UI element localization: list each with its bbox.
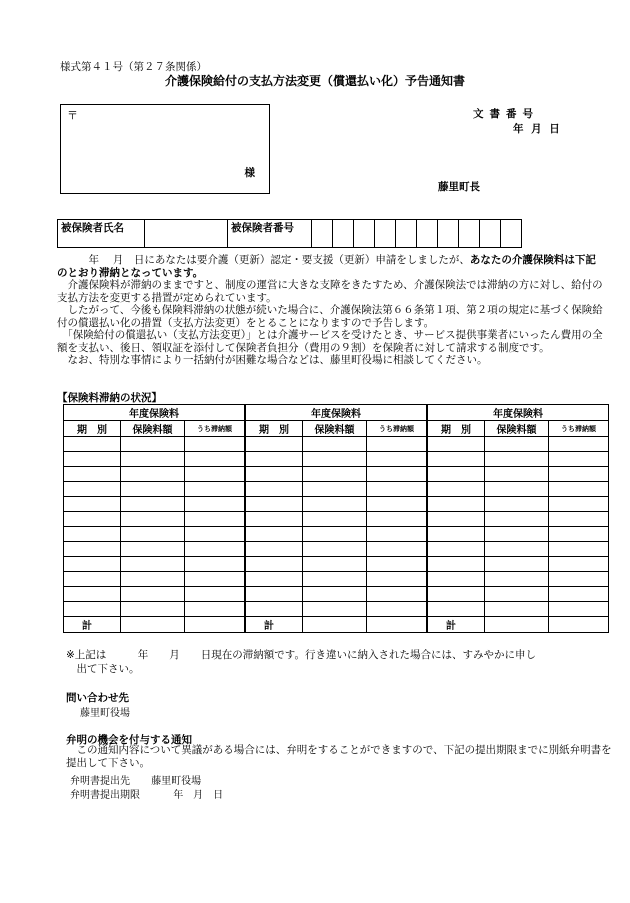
table-cell <box>367 482 427 497</box>
col-amount: 保険料額 <box>303 421 367 437</box>
table-cell <box>64 467 121 482</box>
table-row <box>428 587 609 602</box>
table-cell <box>549 467 609 482</box>
table-cell <box>428 497 485 512</box>
table-row <box>64 542 245 557</box>
table-cell <box>549 587 609 602</box>
table-cell <box>121 587 185 602</box>
table-cell <box>121 467 185 482</box>
digit-cell <box>354 220 375 248</box>
total-label: 計 <box>428 617 485 633</box>
table-row <box>246 587 427 602</box>
table-row <box>428 572 609 587</box>
table-cell <box>64 587 121 602</box>
digit-cell <box>375 220 396 248</box>
table-cell <box>121 572 185 587</box>
table-row <box>64 572 245 587</box>
digit-cell <box>333 220 354 248</box>
bemei-deadline-label: 弁明書提出期限 <box>70 790 140 801</box>
document-title: 介護保険給付の支払方法変更（償還払い化）予告通知書 <box>164 74 465 88</box>
table-row <box>428 512 609 527</box>
table-cell <box>549 452 609 467</box>
contact-heading: 問い合わせ先 <box>66 692 129 704</box>
table-cell <box>428 437 485 452</box>
table-cell <box>246 467 303 482</box>
table-cell <box>367 602 427 617</box>
paragraph-2: 介護保険料が滞納のままですと、制度の運営に大きな支障をきたすため、介護保険法では滞納の方に対し、給付の支払方法を変更する措置が定められています。 <box>57 279 603 304</box>
table-cell <box>367 572 427 587</box>
table-cell <box>64 542 121 557</box>
note-line-2: 出て下さい。 <box>66 663 140 675</box>
total-row <box>428 617 609 633</box>
table-cell <box>246 527 303 542</box>
table-cell <box>303 527 367 542</box>
body-text <box>57 254 605 367</box>
table-cell <box>428 482 485 497</box>
table-row <box>428 542 609 557</box>
premium-table-1 <box>63 404 245 633</box>
table-row <box>64 482 245 497</box>
table-cell <box>367 452 427 467</box>
table-cell <box>428 542 485 557</box>
table-cell <box>303 467 367 482</box>
table-cell <box>485 527 549 542</box>
table-cell <box>428 557 485 572</box>
bemei-deadline-row <box>70 786 223 801</box>
table-cell <box>185 542 245 557</box>
table-cell <box>485 452 549 467</box>
total-cell <box>549 617 609 633</box>
table-cell <box>64 452 121 467</box>
table-cell <box>303 497 367 512</box>
bemei-dest-value: 藤里町役場 <box>151 776 202 787</box>
table-cell <box>185 467 245 482</box>
table-row <box>428 482 609 497</box>
insured-name-value <box>145 220 228 248</box>
digit-cell <box>312 220 333 248</box>
col-overdue: うち滞納額 <box>549 421 609 437</box>
table-row <box>64 557 245 572</box>
table-cell <box>549 572 609 587</box>
table-cell <box>64 572 121 587</box>
col-period: 期 別 <box>64 421 121 437</box>
digit-cell <box>480 220 501 248</box>
table-cell <box>303 512 367 527</box>
table-row <box>246 572 427 587</box>
table-cell <box>121 497 185 512</box>
table-cell <box>246 452 303 467</box>
table-row <box>428 557 609 572</box>
table-row <box>64 587 245 602</box>
table-cell <box>246 602 303 617</box>
total-label: 計 <box>64 617 121 633</box>
table-row <box>64 467 245 482</box>
table-cell <box>549 437 609 452</box>
table-cell <box>303 572 367 587</box>
table-cell <box>367 542 427 557</box>
insured-info-table <box>57 219 522 248</box>
table-cell <box>64 527 121 542</box>
table-cell <box>367 587 427 602</box>
table-cell <box>428 452 485 467</box>
premium-table-3 <box>427 404 609 633</box>
table-row <box>428 527 609 542</box>
table-row <box>428 437 609 452</box>
table-cell <box>549 512 609 527</box>
table-cell <box>185 602 245 617</box>
table-cell <box>121 437 185 452</box>
table-cell <box>367 497 427 512</box>
paragraph-5: なお、特別な事情により一括納付が困難な場合などは、藤里町役場に相談してください。 <box>57 354 488 366</box>
table-cell <box>185 572 245 587</box>
table-cell <box>367 557 427 572</box>
paragraph-1-normal: 年 月 日にあなたは要介護（更新）認定・要支援（更新）申請をしましたが、 <box>57 254 470 266</box>
table-cell <box>121 542 185 557</box>
bemei-dest-label: 弁明書提出先 <box>70 776 130 787</box>
table-cell <box>549 602 609 617</box>
col-period: 期 別 <box>428 421 485 437</box>
paragraph-1-bold: あなたの介護保険料は下記のとおり滞納となっています。 <box>57 254 596 279</box>
table-cell <box>549 557 609 572</box>
table-cell <box>185 437 245 452</box>
table-row <box>64 602 245 617</box>
table-cell <box>303 437 367 452</box>
year-header: 年度保険料 <box>428 405 609 421</box>
col-amount: 保険料額 <box>121 421 185 437</box>
year-header: 年度保険料 <box>246 405 427 421</box>
table-row <box>64 527 245 542</box>
table-row <box>246 527 427 542</box>
col-period: 期 別 <box>246 421 303 437</box>
table-row <box>246 602 427 617</box>
table-cell <box>246 557 303 572</box>
table-cell <box>185 482 245 497</box>
bemei-deadline-value: 年 月 日 <box>173 790 224 801</box>
digit-cell <box>459 220 480 248</box>
table-cell <box>485 437 549 452</box>
note <box>66 648 606 676</box>
table-row <box>64 497 245 512</box>
table-cell <box>367 437 427 452</box>
paragraph-1 <box>57 254 605 279</box>
table-row <box>246 467 427 482</box>
issuer-name: 藤里町長 <box>438 181 480 193</box>
col-overdue: うち滞納額 <box>185 421 245 437</box>
table-cell <box>303 587 367 602</box>
table-row <box>64 452 245 467</box>
table-row <box>64 512 245 527</box>
table-row <box>246 437 427 452</box>
insured-number-label: 被保険者番号 <box>228 220 312 248</box>
table-cell <box>246 437 303 452</box>
table-cell <box>303 452 367 467</box>
table-cell <box>367 527 427 542</box>
table-cell <box>64 482 121 497</box>
table-cell <box>185 527 245 542</box>
note-line-1: ※上記は 年 月 日現在の滞納額です。行き違いに納入された場合には、すみやかに申し <box>66 649 536 661</box>
table-cell <box>549 482 609 497</box>
insured-name-label: 被保険者氏名 <box>58 220 145 248</box>
table-cell <box>64 512 121 527</box>
table-cell <box>64 497 121 512</box>
table-cell <box>485 572 549 587</box>
table-cell <box>64 557 121 572</box>
table-cell <box>303 482 367 497</box>
table-cell <box>549 542 609 557</box>
table-cell <box>185 452 245 467</box>
table-cell <box>121 512 185 527</box>
paragraph-4: 「保険給付の償還払い（支払方法変更）」とは介護サービスを受けたとき、サービス提供事業者にいったん費用の全額を支払い、後日、領収証を添付して保険者負担分（費用の９割）を保険者に対して請求する制度です。 <box>57 329 603 354</box>
col-amount: 保険料額 <box>485 421 549 437</box>
table-cell <box>64 602 121 617</box>
paragraph-3: したがって、今後も保険料滞納の状態が続いた場合に、介護保険法第６６条第１項、第２項の規定に基づく保険給付の償還払い化の措置（支払方法変更）をとることになりますので予告します。 <box>57 304 603 329</box>
table-row <box>246 512 427 527</box>
table-cell <box>303 602 367 617</box>
table-cell <box>303 542 367 557</box>
table-cell <box>185 557 245 572</box>
digit-cell <box>417 220 438 248</box>
table-cell <box>485 467 549 482</box>
honorific-sama: 様 <box>244 167 255 179</box>
table-row <box>246 557 427 572</box>
total-cell <box>367 617 427 633</box>
table-cell <box>367 512 427 527</box>
contact-value: 藤里町役場 <box>80 708 130 719</box>
table-cell <box>121 557 185 572</box>
table-cell <box>185 497 245 512</box>
year-header: 年度保険料 <box>64 405 245 421</box>
table-cell <box>485 602 549 617</box>
table-cell <box>428 572 485 587</box>
table-cell <box>428 587 485 602</box>
table-cell <box>485 542 549 557</box>
table-cell <box>485 587 549 602</box>
section-heading: 【保険料滞納の状況】 <box>57 392 162 404</box>
table-cell <box>246 512 303 527</box>
doc-date-label: 年 月 日 <box>513 123 562 135</box>
table-cell <box>303 557 367 572</box>
table-row <box>428 467 609 482</box>
table-cell <box>121 527 185 542</box>
table-cell <box>246 587 303 602</box>
table-row <box>64 437 245 452</box>
digit-cell <box>396 220 417 248</box>
total-label: 計 <box>246 617 303 633</box>
table-cell <box>485 512 549 527</box>
table-cell <box>246 542 303 557</box>
total-cell <box>485 617 549 633</box>
bemei-text: この通知内容について異議がある場合には、弁明をすることができますので、下記の提出期限までに別紙弁明書を提出して下さい。 <box>66 744 612 769</box>
doc-number-label: 文書番号 <box>473 108 539 120</box>
table-cell <box>64 437 121 452</box>
postal-mark: 〒 <box>67 109 78 122</box>
table-cell <box>246 482 303 497</box>
table-row <box>246 542 427 557</box>
table-cell <box>485 482 549 497</box>
premium-table-2 <box>245 404 427 633</box>
table-row <box>246 452 427 467</box>
table-cell <box>185 587 245 602</box>
table-cell <box>549 527 609 542</box>
bemei-dest-row <box>70 772 201 787</box>
total-row <box>246 617 427 633</box>
table-cell <box>428 602 485 617</box>
table-row <box>246 497 427 512</box>
table-cell <box>549 497 609 512</box>
bemei-heading: 弁明の機会を付与する通知 <box>66 734 192 746</box>
table-row <box>246 482 427 497</box>
table-cell <box>121 602 185 617</box>
col-overdue: うち滞納額 <box>367 421 427 437</box>
total-row <box>64 617 245 633</box>
table-cell <box>246 497 303 512</box>
table-row <box>428 497 609 512</box>
table-cell <box>121 452 185 467</box>
address-box <box>60 104 270 194</box>
table-row <box>428 602 609 617</box>
table-cell <box>246 572 303 587</box>
total-cell <box>121 617 185 633</box>
table-cell <box>428 512 485 527</box>
table-cell <box>485 497 549 512</box>
digit-cell <box>501 220 522 248</box>
total-cell <box>185 617 245 633</box>
table-cell <box>428 467 485 482</box>
table-cell <box>121 482 185 497</box>
table-cell <box>485 557 549 572</box>
digit-cell <box>438 220 459 248</box>
table-cell <box>367 467 427 482</box>
table-cell <box>428 527 485 542</box>
table-row <box>428 452 609 467</box>
table-cell <box>185 512 245 527</box>
total-cell <box>303 617 367 633</box>
form-number: 様式第４１号（第２７条関係） <box>60 61 207 73</box>
